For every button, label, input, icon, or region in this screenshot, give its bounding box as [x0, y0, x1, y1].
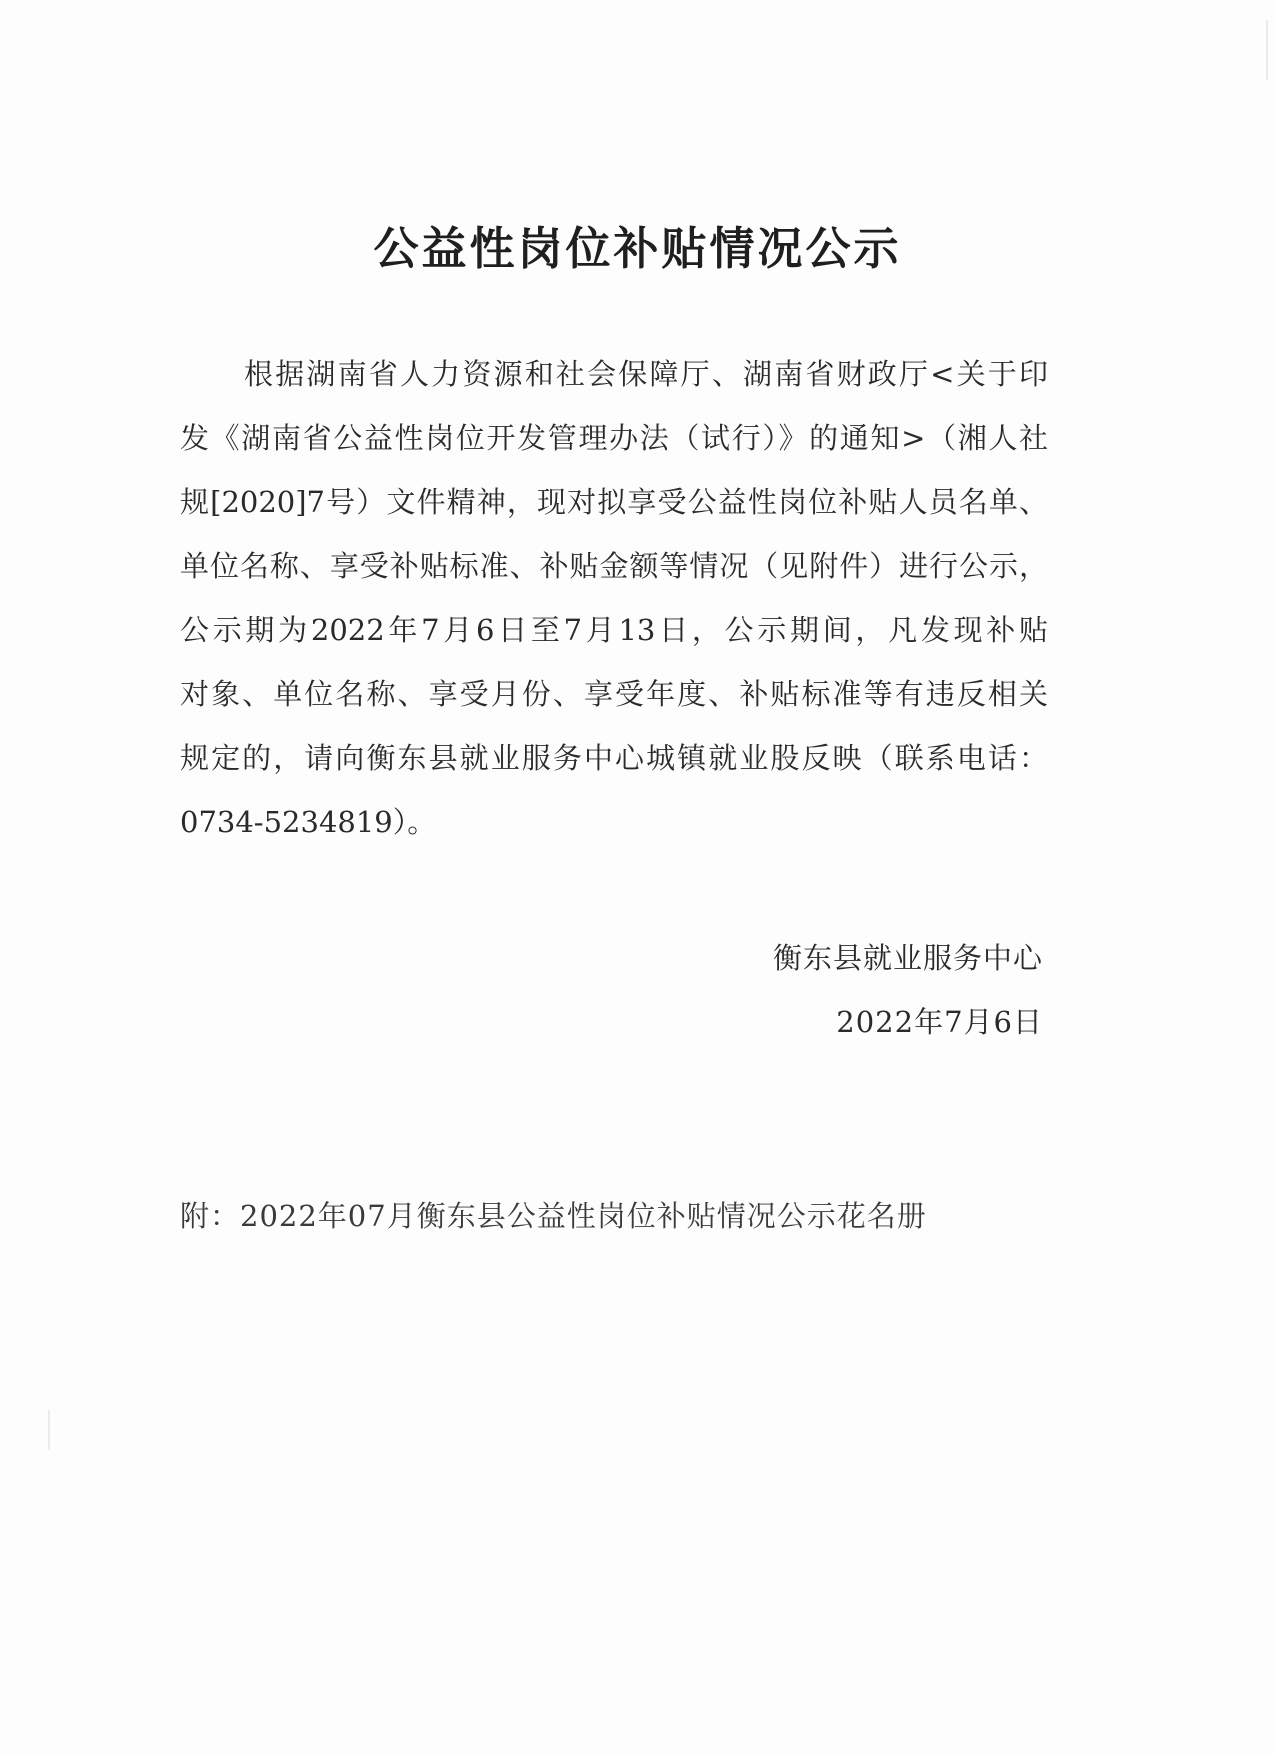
signature-org: 衡东县就业服务中心: [772, 941, 1043, 975]
body-paragraph-line: 根据湖南省人力资源和社会保障厅、湖南省财政厅<关于印: [244, 357, 1048, 391]
attachment-note: 附：2022年07月衡东县公益性岗位补贴情况公示花名册: [180, 1199, 927, 1233]
document-title: 公益性岗位补贴情况公示: [373, 222, 902, 275]
body-paragraph-line: 发《湖南省公益性岗位开发管理办法（试行）》的通知>（湘人社: [180, 421, 1048, 455]
body-paragraph-line: 规[2020]7号）文件精神，现对拟享受公益性岗位补贴人员名单、: [180, 485, 1048, 519]
signature-date: 2022年7月6日: [836, 1005, 1043, 1039]
body-paragraph-line: 公示期为2022年7月6日至7月13日，公示期间，凡发现补贴: [180, 613, 1048, 647]
scan-edge-mark: [48, 1410, 50, 1450]
body-paragraph-line: 规定的，请向衡东县就业服务中心城镇就业股反映（联系电话：: [180, 741, 1048, 775]
body-paragraph-line: 单位名称、享受补贴标准、补贴金额等情况（见附件）进行公示，: [180, 549, 1048, 583]
scan-edge-mark: [1266, 20, 1268, 80]
body-paragraph-line: 对象、单位名称、享受月份、享受年度、补贴标准等有违反相关: [180, 677, 1048, 711]
body-paragraph-line: 0734-5234819）。: [180, 805, 437, 839]
